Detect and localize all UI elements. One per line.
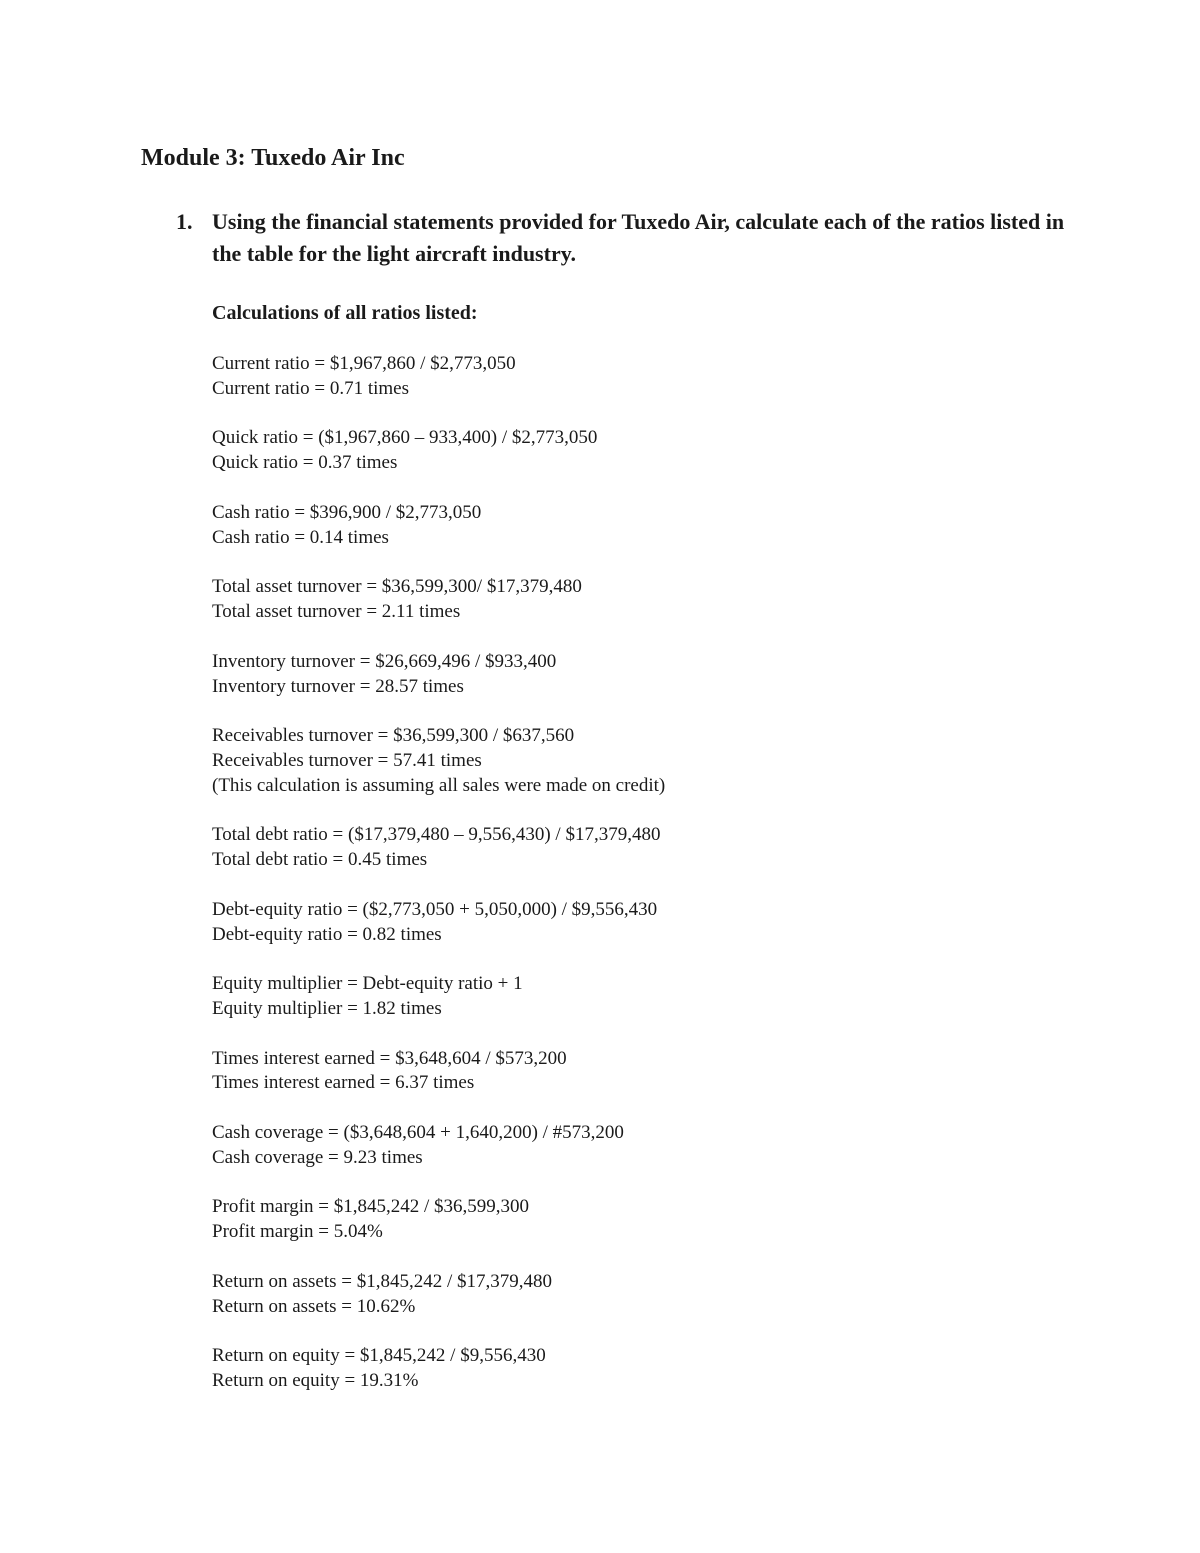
calc-group [212,1195,1112,1245]
calc-group [212,1344,1112,1394]
calc-line: Cash coverage = 9.23 times [212,1146,423,1168]
calc-line: Equity multiplier = Debt-equity ratio + 1 [212,973,523,995]
calc-line: Current ratio = $1,967,860 / $2,773,050 [212,353,516,374]
calc-line: Cash coverage = ($3,648,604 + 1,640,200) / #573,200 [212,1121,624,1143]
document-title: Module 3: Tuxedo Air Inc [141,145,405,171]
calc-line: Inventory turnover = $26,669,496 / $933,400 [212,650,557,672]
calc-line: Current ratio = 0.71 times [212,377,409,399]
calc-line: Total asset turnover = $36,599,300/ $17,379,480 [212,576,582,598]
calc-group [212,426,1112,476]
calc-line: Total asset turnover = 2.11 times [212,601,461,623]
calc-group [212,352,1112,402]
calc-line: Profit margin = $1,845,242 / $36,599,300 [212,1196,529,1218]
calc-line: Quick ratio = 0.37 times [212,452,398,474]
calc-line: Return on assets = $1,845,242 / $17,379,480 [212,1270,553,1292]
calculations-list [212,352,1112,1419]
question-number: 1. [176,209,193,234]
calc-line: Times interest earned = 6.37 times [212,1072,475,1094]
calc-group [212,650,1112,700]
calc-line: Debt-equity ratio = 0.82 times [212,923,442,945]
calc-line: Inventory turnover = 28.57 times [212,675,464,697]
calc-line: Total debt ratio = ($17,379,480 – 9,556,430) / $17,379,480 [212,824,661,846]
calc-group [212,972,1112,1022]
calculations-heading: Calculations of all ratios listed: [212,302,478,324]
calc-line: Quick ratio = ($1,967,860 – 933,400) / $2,773,050 [212,427,598,449]
calc-group [212,1047,1112,1097]
calc-line: Debt-equity ratio = ($2,773,050 + 5,050,000) / $9,556,430 [212,898,658,920]
calc-group [212,501,1112,551]
calc-line: Receivables turnover = $36,599,300 / $637,560 [212,725,575,747]
question-text: Using the financial statements provided for Tuxedo Air, calculate each of the ratios listed in the table for the light aircraft industry. [212,209,1065,266]
calc-group [212,724,1112,799]
calc-line: Equity multiplier = 1.82 times [212,998,442,1020]
calc-group [212,1270,1112,1320]
calc-line: (This calculation is assuming all sales were made on credit) [212,774,666,796]
calc-line: Return on equity = $1,845,242 / $9,556,430 [212,1345,546,1367]
calc-line: Times interest earned = $3,648,604 / $573,200 [212,1047,567,1069]
calc-line: Return on equity = 19.31% [212,1370,419,1392]
calc-group [212,898,1112,948]
calc-group [212,1121,1112,1171]
calc-line: Return on assets = 10.62% [212,1295,416,1317]
calc-line: Cash ratio = 0.14 times [212,526,389,548]
calc-line: Profit margin = 5.04% [212,1221,383,1243]
calc-line: Receivables turnover = 57.41 times [212,749,482,771]
calc-group [212,575,1112,625]
calc-group [212,823,1112,873]
calc-line: Cash ratio = $396,900 / $2,773,050 [212,501,482,523]
calc-line: Total debt ratio = 0.45 times [212,849,428,871]
